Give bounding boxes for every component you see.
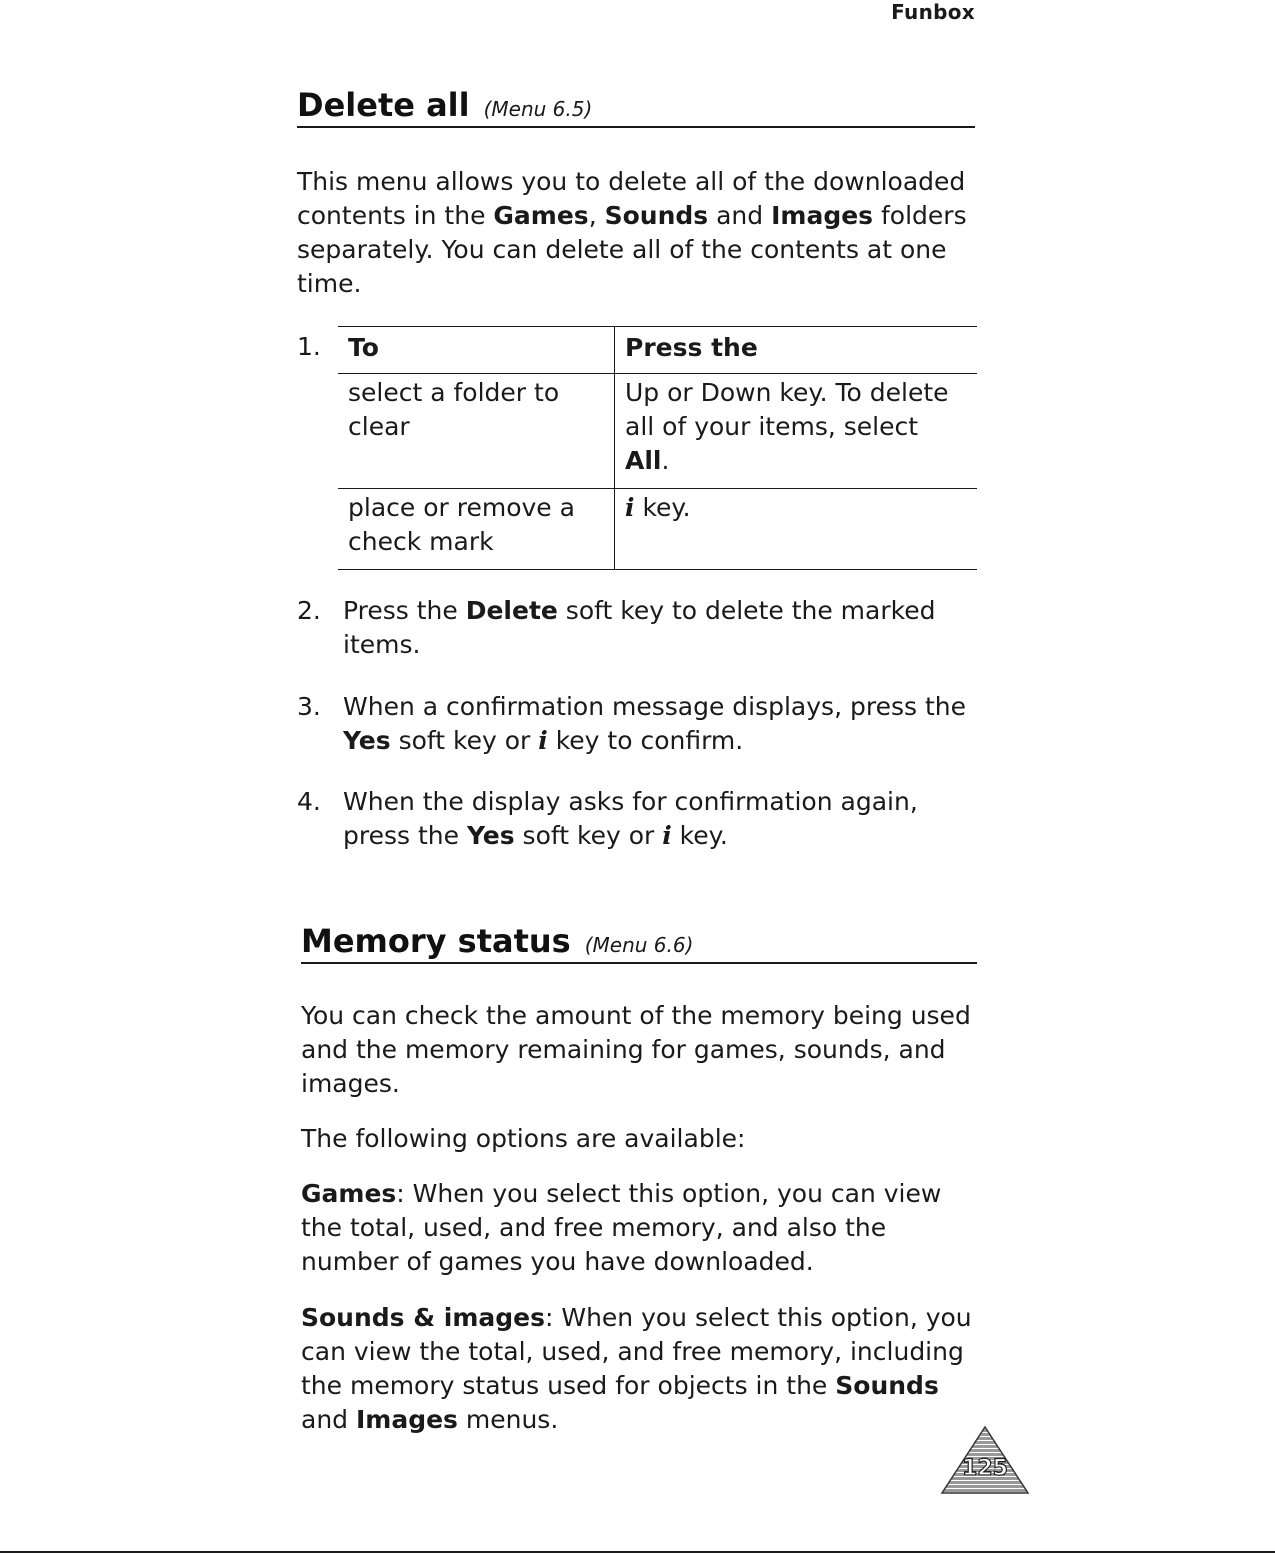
- table-cell-press: i key.: [625, 493, 691, 522]
- page-number: 125: [962, 1456, 1008, 1481]
- option-label: Games: [301, 1179, 397, 1208]
- table-row: [338, 489, 977, 570]
- step-number-2: 2.: [297, 596, 321, 625]
- options-intro: The following options are available:: [301, 1124, 746, 1153]
- table-cell-press: Up or Down key. To delete all of your items, select All.: [625, 378, 949, 475]
- chapter-header: Funbox: [891, 0, 975, 24]
- section-title-delete-all: [297, 86, 975, 128]
- table-cell-to: place or remove a check mark: [338, 489, 615, 570]
- option-sounds-images: Sounds & images: When you select this option, you can view the total, used, and free memory, including the memory status used for objects in the Sounds and Images menus.: [301, 1303, 972, 1434]
- option-games: Games: When you select this option, you can view the total, used, and free memory, and also the number of games you have downloaded.: [301, 1179, 942, 1276]
- info-key-icon: i: [538, 726, 548, 755]
- step-3-text: When a confirmation message displays, press the Yes soft key or i key to confirm.: [343, 692, 966, 755]
- option-label: Sounds & images: [301, 1303, 545, 1332]
- table-header-to: To: [338, 327, 615, 374]
- section-title-text: Memory status: [301, 922, 571, 960]
- step-number-4: 4.: [297, 787, 321, 816]
- delete-all-intro: This menu allows you to delete all of the downloaded contents in the Games, Sounds and Images folders separately. You can delete all of the contents at one time.: [297, 167, 967, 298]
- table-header-row: [338, 327, 977, 374]
- menu-reference: (Menu 6.5): [483, 97, 593, 121]
- table-row: [338, 374, 977, 489]
- step-table: [338, 326, 977, 570]
- step-4-text: When the display asks for confirmation again, press the Yes soft key or i key.: [343, 787, 918, 850]
- memory-status-intro: You can check the amount of the memory being used and the memory remaining for games, sounds, and images.: [301, 1001, 971, 1098]
- menu-reference: (Menu 6.6): [584, 933, 694, 957]
- section-title-memory-status: [301, 922, 977, 964]
- section-title-text: Delete all: [297, 86, 470, 124]
- page-number-badge: [940, 1425, 1030, 1495]
- bottom-divider: [0, 1551, 1275, 1553]
- info-key-icon: i: [662, 821, 672, 850]
- table-header-press: Press the: [625, 333, 758, 362]
- step-number-3: 3.: [297, 692, 321, 721]
- step-2-text: Press the Delete soft key to delete the marked items.: [343, 596, 936, 659]
- table-cell-to: select a folder to clear: [338, 374, 615, 489]
- step-number-1: 1.: [297, 332, 321, 361]
- info-key-icon: i: [625, 493, 635, 522]
